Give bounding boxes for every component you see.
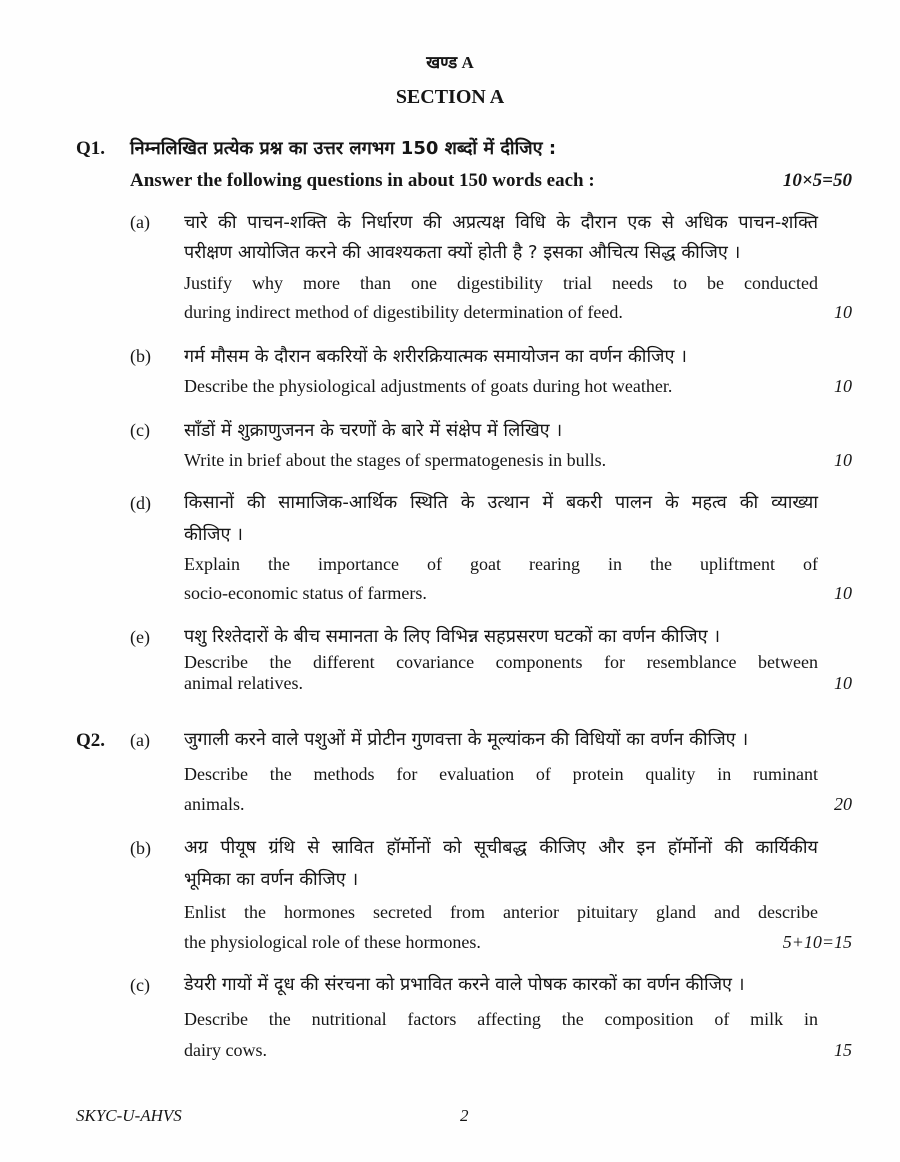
part-text-hindi: भूमिका का वर्णन कीजिए । <box>184 869 359 890</box>
part-label: (a) <box>130 212 150 232</box>
question-instruction-hindi: निम्नलिखित प्रत्येक प्रश्न का उत्तर लगभग 150 शब्दों में दीजिए : <box>130 138 557 159</box>
total-marks: 10×5=50 <box>782 170 852 191</box>
part-text-hindi: अग्र पीयूष ग्रंथि से स्रावित हॉर्मोनों को सूचीबद्ध कीजिए और इन हॉर्मोनों की कार्यिकीय <box>184 837 818 858</box>
part-text-hindi: चारे की पाचन-शक्ति के निर्धारण की अप्रत्यक्ष विधि के दौरान एक से अधिक पाचन-शक्ति <box>184 212 818 233</box>
part-label: (b) <box>130 838 151 858</box>
part-text-hindi: जुगाली करने वाले पशुओं में प्रोटीन गुणवत्ता के मूल्यांकन की विधियों का वर्णन कीजिए । <box>184 729 749 750</box>
question-number: Q2. <box>76 730 106 751</box>
part-text: the physiological role of these hormones. <box>184 932 481 952</box>
part-marks: 10 <box>834 302 852 322</box>
part-text-hindi: परीक्षण आयोजित करने की आवश्यकता क्यों होती है ? इसका औचित्य सिद्ध कीजिए । <box>184 242 741 263</box>
part-text: Explain the importance of goat rearing in the upliftment of <box>184 554 818 574</box>
part-marks: 10 <box>834 450 852 470</box>
part-text: during indirect method of digestibility determination of feed. <box>184 302 623 322</box>
part-marks: 10 <box>834 673 852 693</box>
part-marks: 10 <box>834 376 852 396</box>
part-text: socio-economic status of farmers. <box>184 583 427 603</box>
part-text: Describe the methods for evaluation of protein quality in ruminant <box>184 764 818 784</box>
question-number: Q1. <box>76 138 106 159</box>
part-text-hindi: डेयरी गायों में दूध की संरचना को प्रभावित करने वाले पोषक कारकों का वर्णन कीजिए । <box>184 974 745 995</box>
part-text: animals. <box>184 794 245 814</box>
part-label: (c) <box>130 420 150 440</box>
part-text-hindi: गर्म मौसम के दौरान बकरियों के शरीरक्रियात्मक समायोजन का वर्णन कीजिए । <box>184 346 687 367</box>
part-marks: 10 <box>834 583 852 603</box>
part-text-hindi: साँडों में शुक्राणुजनन के चरणों के बारे में संक्षेप में लिखिए । <box>184 420 563 441</box>
section-heading-hindi: खण्ड A <box>426 53 474 72</box>
part-text: dairy cows. <box>184 1040 267 1060</box>
part-label: (a) <box>130 730 150 750</box>
part-text-hindi: पशु रिश्तेदारों के बीच समानता के लिए विभिन्न सहप्रसरण घटकों का वर्णन कीजिए । <box>184 626 721 647</box>
part-text-hindi: कीजिए । <box>184 524 244 545</box>
part-text: Enlist the hormones secreted from anterior pituitary gland and describe <box>184 902 818 922</box>
part-text: Describe the nutritional factors affecting the composition of milk in <box>184 1009 818 1029</box>
part-marks: 20 <box>834 794 852 814</box>
part-text: Describe the different covariance components for resemblance between <box>184 652 818 672</box>
part-label: (b) <box>130 346 151 366</box>
part-label: (c) <box>130 975 150 995</box>
part-label: (d) <box>130 493 151 513</box>
section-heading: SECTION A <box>395 86 505 108</box>
part-text: animal relatives. <box>184 673 303 693</box>
part-label: (e) <box>130 627 150 647</box>
part-text: Justify why more than one digestibility trial needs to be conducted <box>184 273 818 293</box>
part-marks: 15 <box>834 1040 852 1060</box>
part-marks: 5+10=15 <box>782 932 852 952</box>
question-instruction: Answer the following questions in about 150 words each : <box>130 170 595 191</box>
part-text-hindi: किसानों की सामाजिक-आर्थिक स्थिति के उत्थान में बकरी पालन के महत्व की व्याख्या <box>184 492 818 513</box>
part-text: Describe the physiological adjustments of goats during hot weather. <box>184 376 673 396</box>
part-text: Write in brief about the stages of spermatogenesis in bulls. <box>184 450 607 470</box>
paper-code: SKYC-U-AHVS <box>76 1106 182 1125</box>
page-number: 2 <box>460 1106 469 1125</box>
